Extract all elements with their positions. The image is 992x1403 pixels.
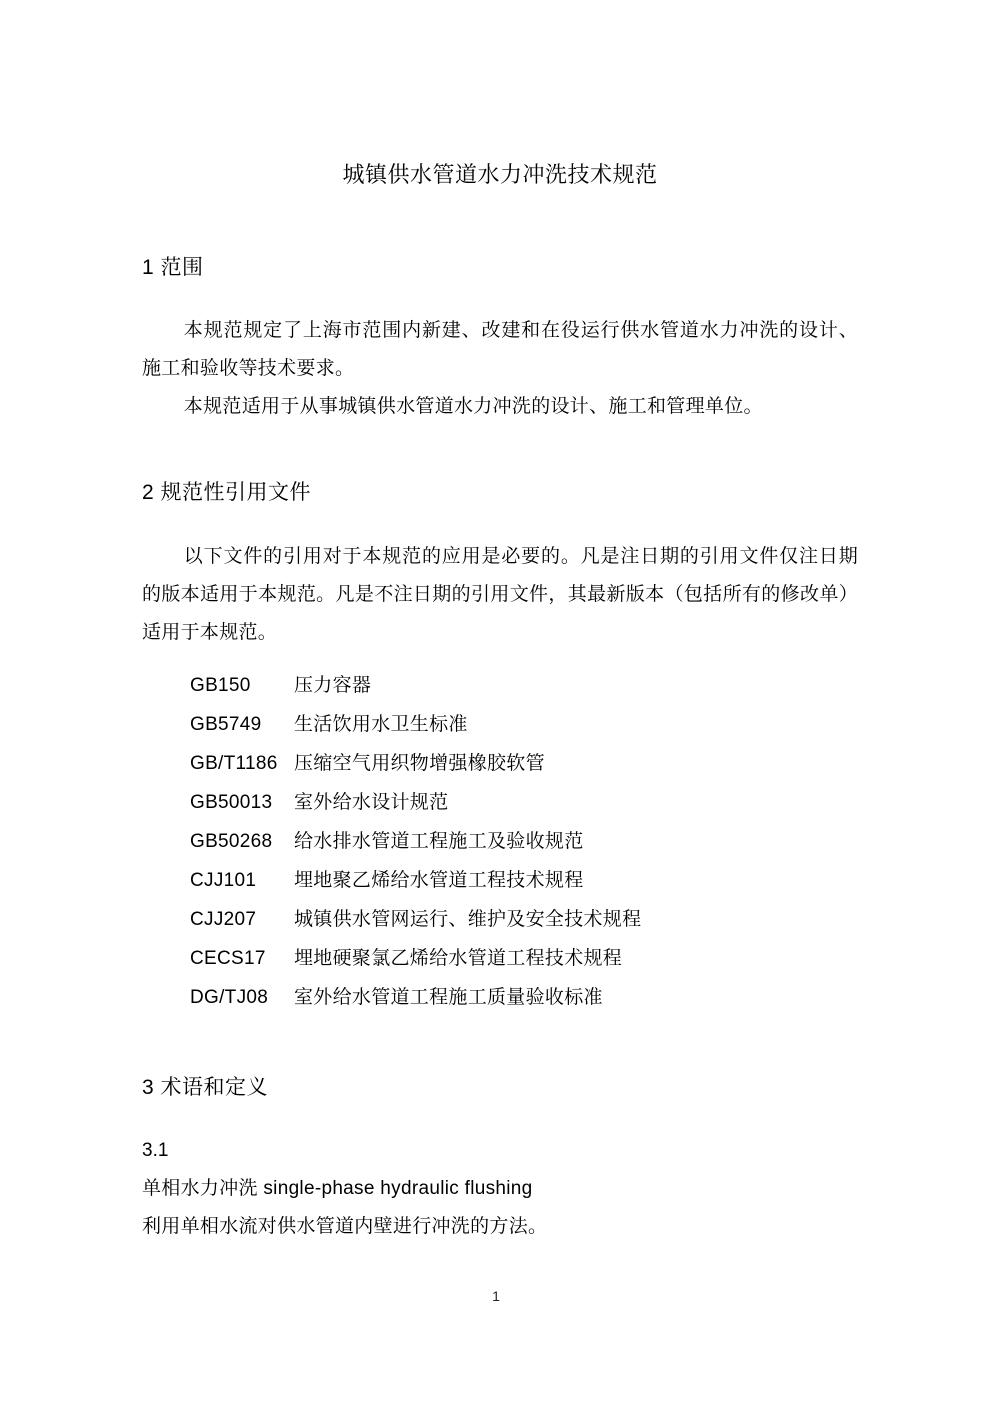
normative-reference-list <box>142 666 858 1017</box>
page-content <box>142 0 858 1246</box>
list-item <box>142 939 858 978</box>
list-item <box>142 666 858 705</box>
scope-paragraph-2: 本规范适用于从事城镇供水管道水力冲洗的设计、施工和管理单位。 <box>183 396 763 418</box>
reference-code: GB5749 <box>190 713 262 735</box>
list-item <box>142 861 858 900</box>
reference-code: CJJ207 <box>190 908 257 930</box>
page-title: 城镇供水管道水力冲洗技术规范 <box>342 162 658 187</box>
list-item <box>142 705 858 744</box>
reference-name: 给水排水管道工程施工及验收规范 <box>294 830 584 852</box>
reference-name: 室外给水管道工程施工质量验收标准 <box>294 986 603 1008</box>
term-definition: 利用单相水流对供水管道内壁进行冲洗的方法。 <box>142 1215 548 1237</box>
heading-scope: 1 范围 <box>142 255 204 279</box>
reference-name: 压力容器 <box>294 674 372 696</box>
list-item <box>142 744 858 783</box>
reference-code: DG/TJ08 <box>190 986 269 1008</box>
reference-name: 室外给水设计规范 <box>294 791 449 813</box>
page-number: 1 <box>492 1288 500 1304</box>
scope-paragraph-1: 本规范规定了上海市范围内新建、改建和在役运行供水管道水力冲洗的设计、施工和验收等技术要求。 <box>142 320 858 380</box>
list-item <box>142 822 858 861</box>
list-item <box>142 900 858 939</box>
reference-code: GB/T1186 <box>190 752 278 774</box>
reference-code: GB50013 <box>190 791 273 813</box>
term-name: 单相水力冲洗 single-phase hydraulic flushing <box>142 1177 533 1199</box>
reference-name: 埋地聚乙烯给水管道工程技术规程 <box>294 869 584 891</box>
reference-name: 埋地硬聚氯乙烯给水管道工程技术规程 <box>294 947 623 969</box>
reference-name: 生活饮用水卫生标准 <box>294 713 468 735</box>
reference-code: CECS17 <box>190 947 266 969</box>
term-number: 3.1 <box>142 1139 169 1161</box>
reference-code: CJJ101 <box>190 869 257 891</box>
reference-name: 城镇供水管网运行、维护及安全技术规程 <box>294 908 642 930</box>
list-item <box>142 978 858 1017</box>
reference-name: 压缩空气用织物增强橡胶软管 <box>294 752 545 774</box>
normative-references-paragraph: 以下文件的引用对于本规范的应用是必要的。凡是注日期的引用文件仅注日期的版本适用于本规范。凡是不注日期的引用文件，其最新版本（包括所有的修改单）适用于本规范。 <box>142 545 858 643</box>
heading-normative-references: 2 规范性引用文件 <box>142 481 312 505</box>
list-item <box>142 783 858 822</box>
reference-code: GB150 <box>190 674 251 696</box>
heading-terms-and-definitions: 3 术语和定义 <box>142 1075 269 1099</box>
reference-code: GB50268 <box>190 830 273 852</box>
